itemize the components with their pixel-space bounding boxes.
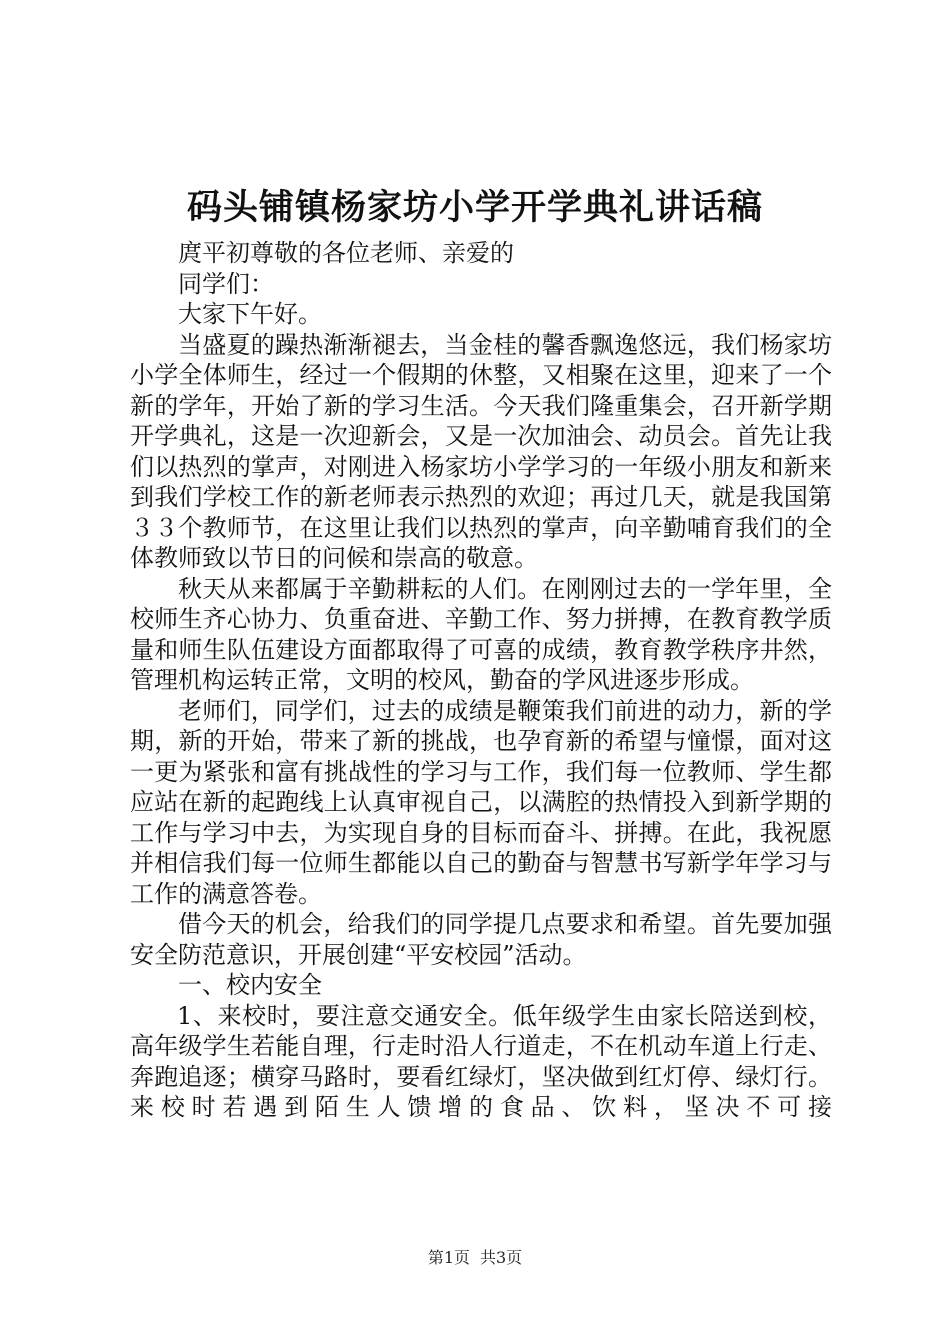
page-total: 共3页 xyxy=(480,1248,523,1267)
section-heading: 一、校内安全 xyxy=(178,971,322,999)
body-paragraph: 借今天的机会，给我们的同学提几点要求和希望。首先要加强安全防范意识，开展创建“平安校园”活动。 xyxy=(130,910,832,969)
document-body xyxy=(130,238,832,1123)
document-title: 码头铺镇杨家坊小学开学典礼讲话稿 xyxy=(186,187,763,228)
body-paragraph: 1、来校时，要注意交通安全。低年级学生由家长陪送到校，高年级学生若能自理，行走时沿人行道走，不在机动车道上行走、奔跑追逐；横穿马路时，要看红绿灯，坚决做到红灯停、绿灯行。来校时若遇到陌生人馈增的食品、饮料，坚决不可接 xyxy=(130,1001,832,1121)
salutation-line: 同学们： xyxy=(178,269,274,298)
page-number: 第1页 xyxy=(427,1248,470,1267)
greeting-line: 大家下午好。 xyxy=(178,300,322,328)
page-footer xyxy=(0,1248,950,1268)
salutation-line: 庹平初尊敬的各位老师、亲爱的 xyxy=(178,239,514,267)
body-paragraph: 当盛夏的躁热渐渐褪去，当金桂的馨香飘逸悠远，我们杨家坊小学全体师生，经过一个假期的休整，又相聚在这里，迎来了一个新的学年，开始了新的学习生活。今天我们隆重集会，召开新学期开学典礼，这是一次迎新会，又是一次加油会、动员会。首先让我们以热烈的掌声，对刚进入杨家坊小学学习的一年级小朋友和新来到我们学校工作的新老师表示热烈的欢迎；再过几天，就是我国第３３个教师节，在这里让我们以热烈的掌声，向辛勤哺育我们的全体教师致以节日的问候和崇高的敬意。 xyxy=(130,330,832,572)
body-paragraph: 老师们，同学们，过去的成绩是鞭策我们前进的动力，新的学期，新的开始，带来了新的挑战，也孕育新的希望与憧憬，面对这一更为紧张和富有挑战性的学习与工作，我们每一位教师、学生都应站在新的起跑线上认真审视自己，以满腔的热情投入到新学期的工作与学习中去，为实现自身的目标而奋斗、拼搏。在此，我祝愿并相信我们每一位师生都能以自己的勤奋与智慧书写新学年学习与工作的满意答卷。 xyxy=(130,696,832,908)
body-paragraph: 秋天从来都属于辛勤耕耘的人们。在刚刚过去的一学年里，全校师生齐心协力、负重奋进、辛勤工作、努力拼搏，在教育教学质量和师生队伍建设方面都取得了可喜的成绩，教育教学秩序井然，管理机构运转正常，文明的校风，勤奋的学风进逐步形成。 xyxy=(130,574,832,694)
